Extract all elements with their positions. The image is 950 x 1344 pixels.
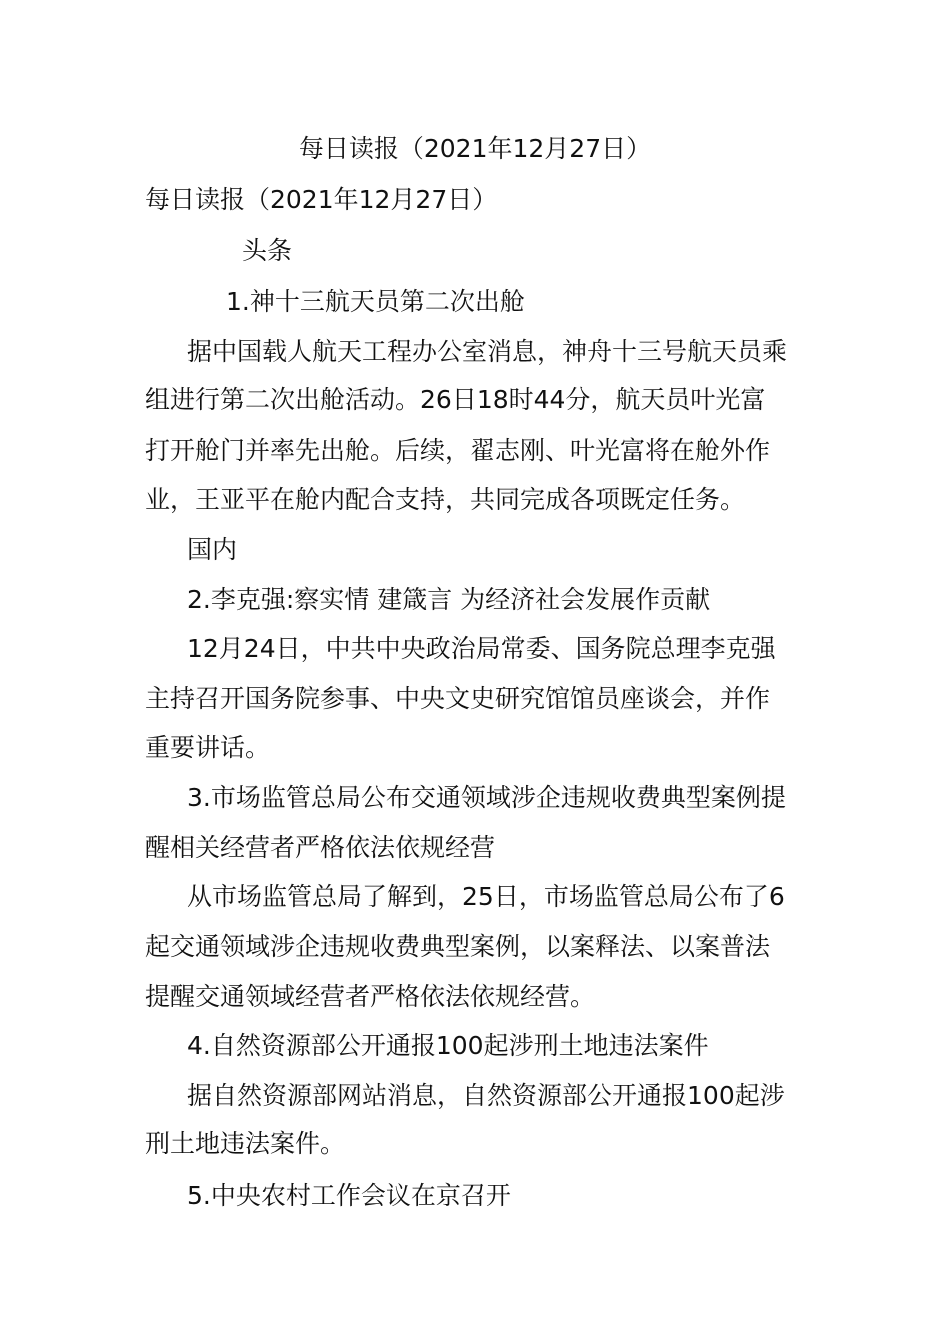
document-title: 每日读报（2021年12月27日） <box>298 134 652 163</box>
item2-line: 12月24日，中共中央政治局常委、国务院总理李克强 <box>187 634 776 663</box>
section-domestic: 国内 <box>187 535 238 564</box>
section-headline: 头条 <box>242 236 293 265</box>
item1-line: 业，王亚平在舱内配合支持，共同完成各项既定任务。 <box>145 485 746 514</box>
item2-title: 2.李克强:察实情 建箴言 为经济社会发展作贡献 <box>187 585 711 614</box>
item3-line: 从市场监管总局了解到，25日，市场监管总局公布了6 <box>187 882 785 911</box>
item4-title: 4.自然资源部公开通报100起涉刑土地违法案件 <box>187 1031 709 1060</box>
item1-line: 据中国载人航天工程办公室消息，神舟十三号航天员乘 <box>187 337 788 366</box>
document-subtitle: 每日读报（2021年12月27日） <box>145 185 498 214</box>
item2-line: 主持召开国务院参事、中央文史研究馆馆员座谈会，并作 <box>145 684 771 713</box>
item4-line: 刑土地违法案件。 <box>145 1129 346 1158</box>
item1-line: 组进行第二次出舱活动。26日18时44分，航天员叶光富 <box>145 385 766 414</box>
item5-title: 5.中央农村工作会议在京召开 <box>187 1181 511 1210</box>
item1-line: 打开舱门并率先出舱。后续，翟志刚、叶光富将在舱外作 <box>145 436 771 465</box>
item4-line: 据自然资源部网站消息，自然资源部公开通报100起涉 <box>187 1081 785 1110</box>
item1-title: 1.神十三航天员第二次出舱 <box>226 287 525 316</box>
item3-line: 起交通领域涉企违规收费典型案例，以案释法、以案普法 <box>145 932 771 961</box>
item2-line: 重要讲话。 <box>145 733 271 762</box>
item3-line: 提醒交通领域经营者严格依法依规经营。 <box>145 982 596 1011</box>
item3-title: 3.市场监管总局公布交通领域涉企违规收费典型案例提 <box>187 783 786 812</box>
item3-title: 醒相关经营者严格依法依规经营 <box>145 833 496 862</box>
